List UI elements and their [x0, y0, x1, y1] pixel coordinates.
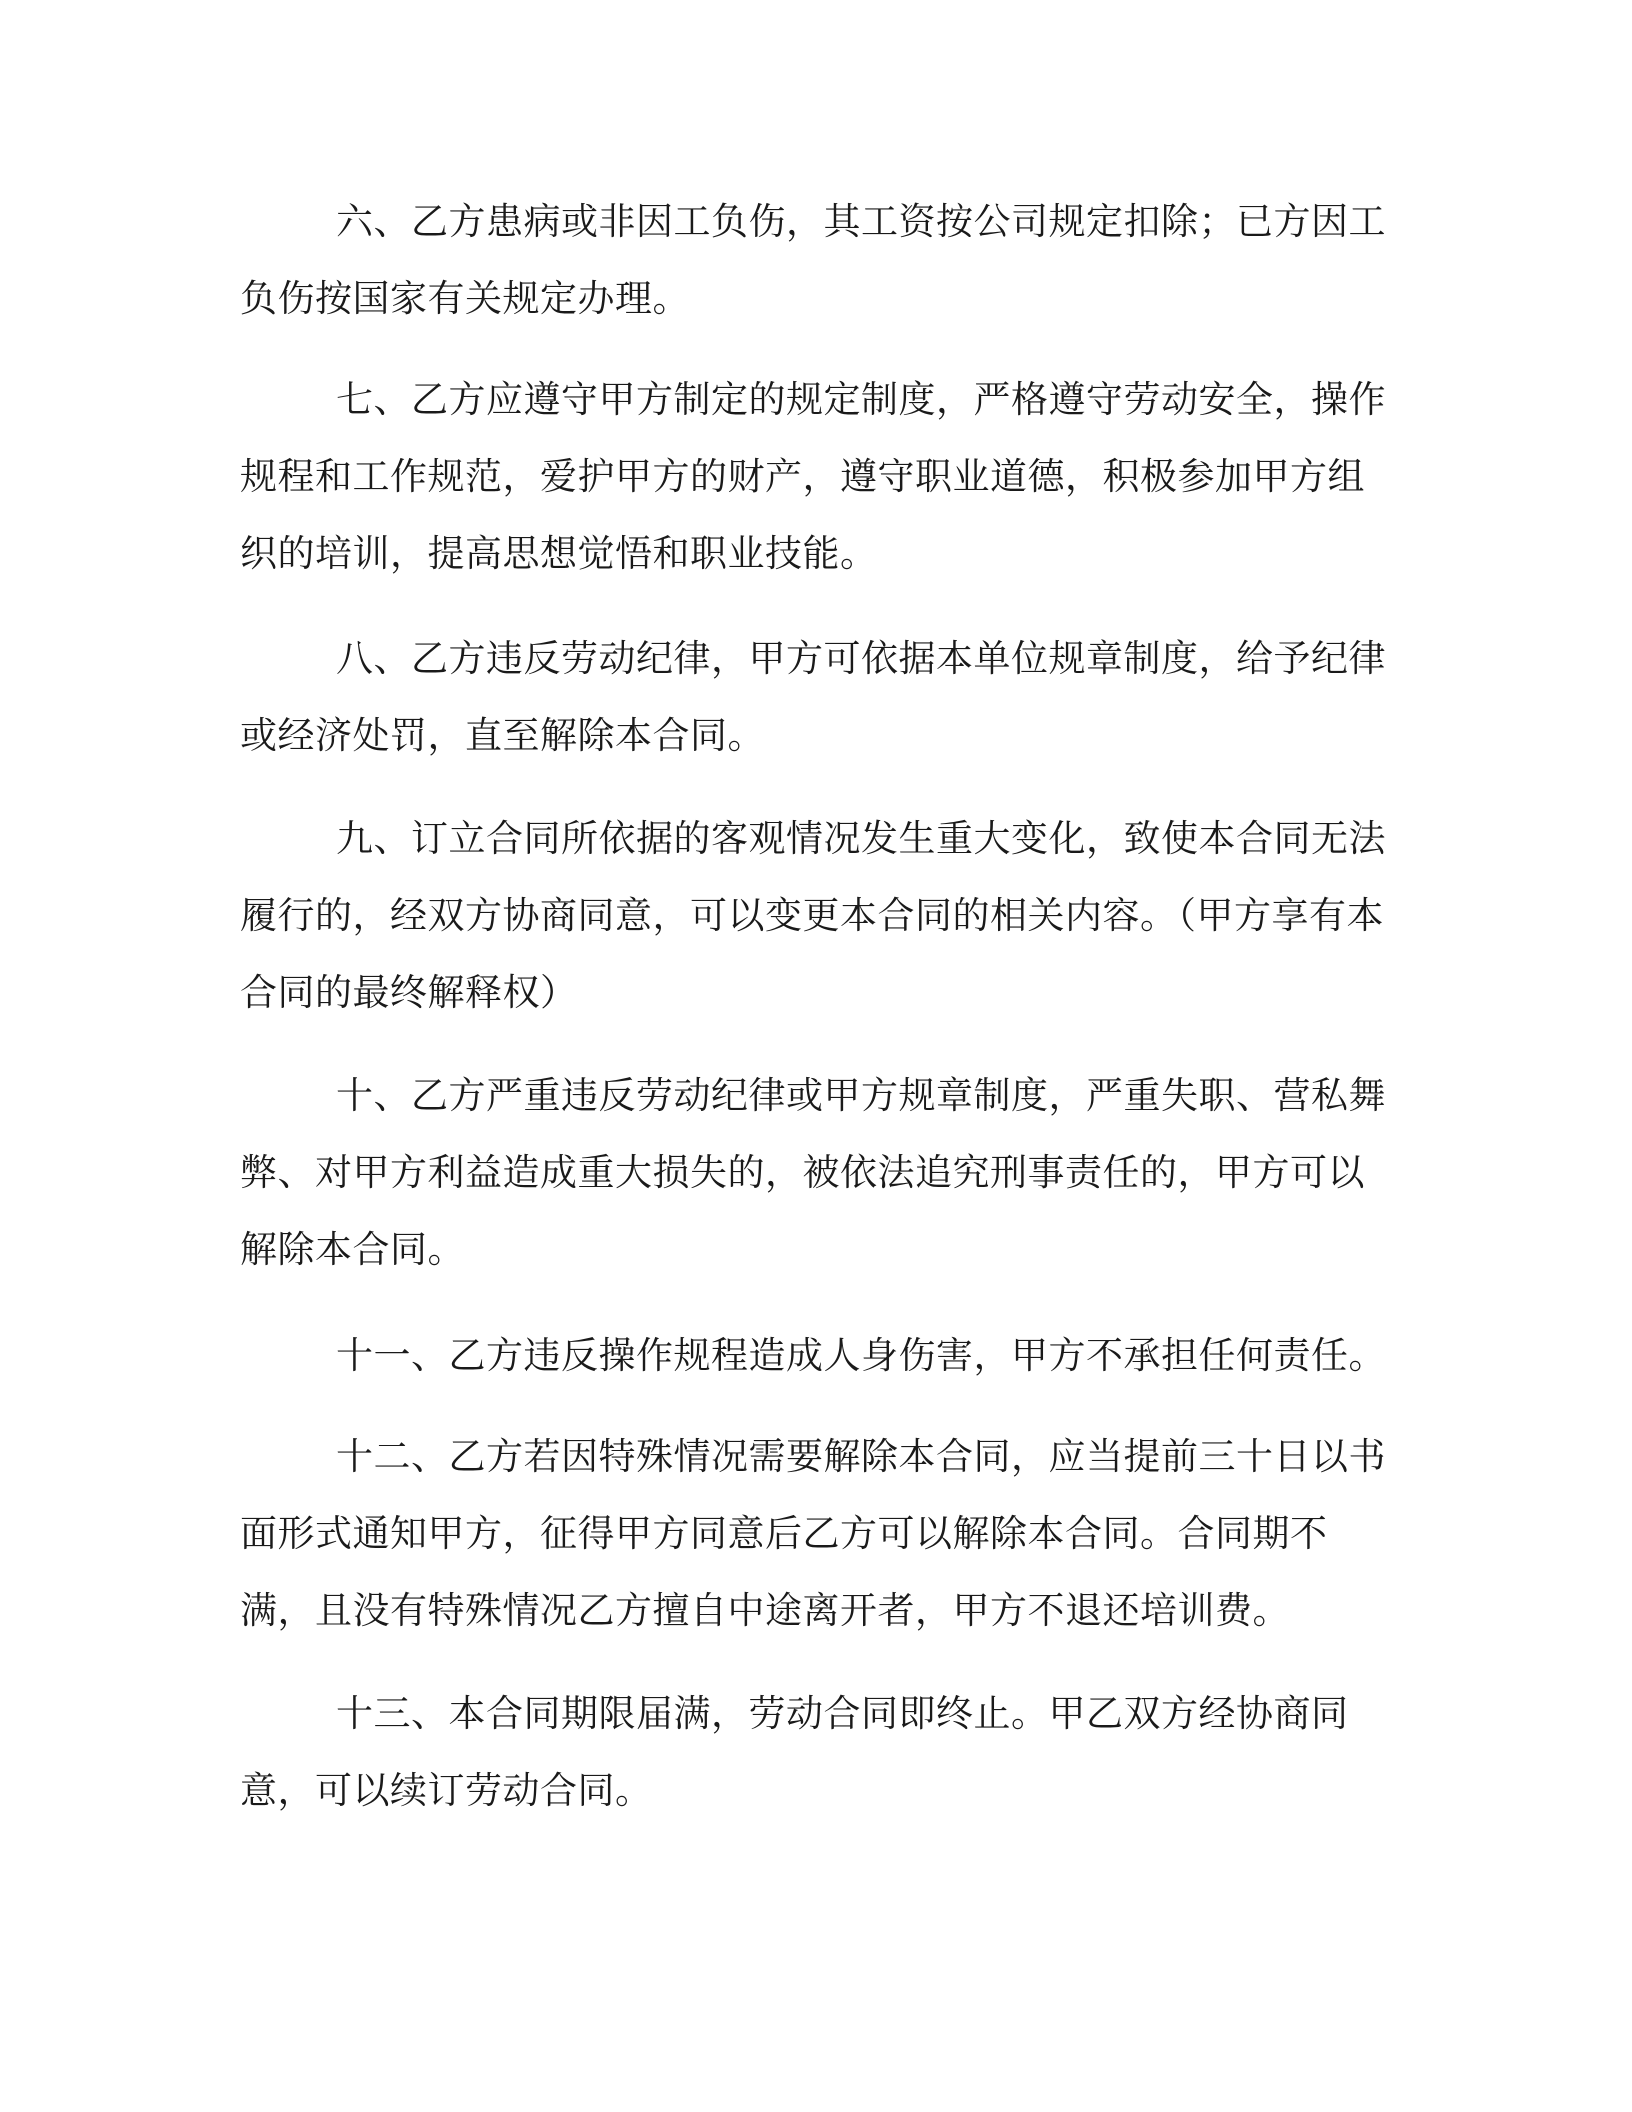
- clause-9: 九、订立合同所依据的客观情况发生重大变化，致使本合同无法履行的，经双方协商同意，可以变更本合同的相关内容。（甲方享有本合同的最终解释权）: [240, 817, 1386, 1014]
- clause-7: 七、乙方应遵守甲方制定的规定制度，严格遵守劳动安全，操作规程和工作规范，爱护甲方的财产，遵守职业道德，积极参加甲方组织的培训，提高思想觉悟和职业技能。: [240, 378, 1386, 575]
- clause-11: 十一、乙方违反操作规程造成人身伤害，甲方不承担任何责任。: [336, 1334, 1386, 1377]
- clause-13: 十三、本合同期限届满，劳动合同即终止。甲乙双方经协商同意，可以续订劳动合同。: [240, 1692, 1349, 1812]
- clause-12: 十二、乙方若因特殊情况需要解除本合同，应当提前三十日以书面形式通知甲方，征得甲方同意后乙方可以解除本合同。合同期不满，且没有特殊情况乙方擅自中途离开者，甲方不退还培训费。: [240, 1435, 1386, 1632]
- clause-6: 六、乙方患病或非因工负伤，其工资按公司规定扣除；已方因工负伤按国家有关规定办理。: [240, 200, 1386, 320]
- clause-10: 十、乙方严重违反劳动纪律或甲方规章制度，严重失职、营私舞弊、对甲方利益造成重大损失的，被依法追究刑事责任的，甲方可以解除本合同。: [240, 1074, 1386, 1271]
- clause-8: 八、乙方违反劳动纪律，甲方可依据本单位规章制度，给予纪律或经济处罚，直至解除本合同。: [240, 637, 1386, 757]
